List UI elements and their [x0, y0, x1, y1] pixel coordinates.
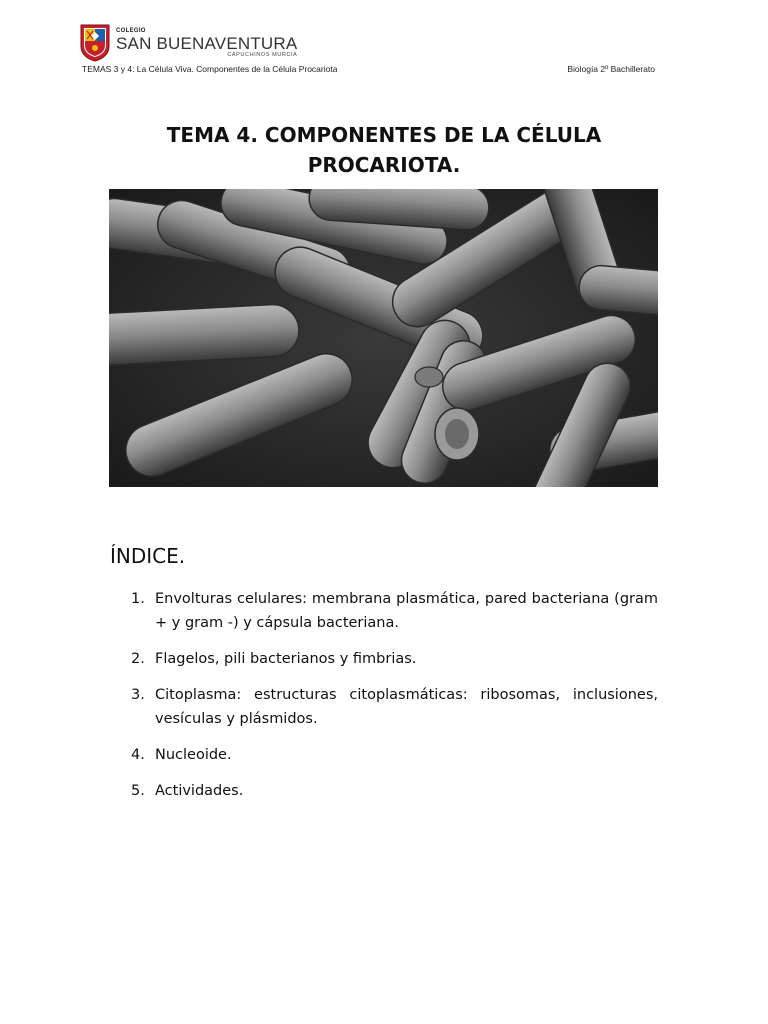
- index-item-text: Citoplasma: estructuras citoplasmáticas: ribosomas, inclusiones, vesículas y plásmidos.: [155, 687, 658, 727]
- index-item: [131, 779, 658, 803]
- index-item-number: 3.: [131, 687, 145, 703]
- index-item-number: 4.: [131, 747, 145, 763]
- index-item-text: Flagelos, pili bacterianos y fimbrias.: [155, 651, 417, 667]
- logo-small-text: COLEGIO: [116, 27, 146, 34]
- index-item-number: 2.: [131, 651, 145, 667]
- page-title: TEMA 4. COMPONENTES DE LA CÉLULA PROCARIOTA.: [166, 123, 602, 177]
- bacteria-micrograph-icon: [109, 189, 658, 487]
- index-item-number: 5.: [131, 783, 145, 799]
- index-heading: ÍNDICE.: [110, 544, 186, 568]
- running-header-topic: TEMAS 3 y 4: La Célula Viva. Componentes de la Célula Procariota: [82, 64, 338, 74]
- school-logo: [80, 24, 297, 62]
- index-item: [131, 587, 658, 635]
- logo-subtitle: CAPUCHINOS MURCIA: [227, 51, 298, 58]
- index-item-text: Envolturas celulares: membrana plasmática, pared bacteriana (gram + y gram -) y cápsula bacteriana.: [155, 591, 658, 631]
- index-item-number: 1.: [131, 591, 145, 607]
- index-list: [131, 587, 658, 815]
- index-item: [131, 647, 658, 671]
- school-crest-icon: [80, 24, 110, 62]
- index-item: [131, 683, 658, 731]
- index-item-text: Actividades.: [155, 783, 244, 799]
- running-header-course: Biología 2º Bachillerato: [567, 64, 655, 74]
- bacteria-micrograph-image: [109, 189, 658, 487]
- index-item-text: Nucleoide.: [155, 747, 232, 763]
- logo-school-name: SAN BUENAVENTURA: [116, 33, 298, 53]
- index-item: [131, 743, 658, 767]
